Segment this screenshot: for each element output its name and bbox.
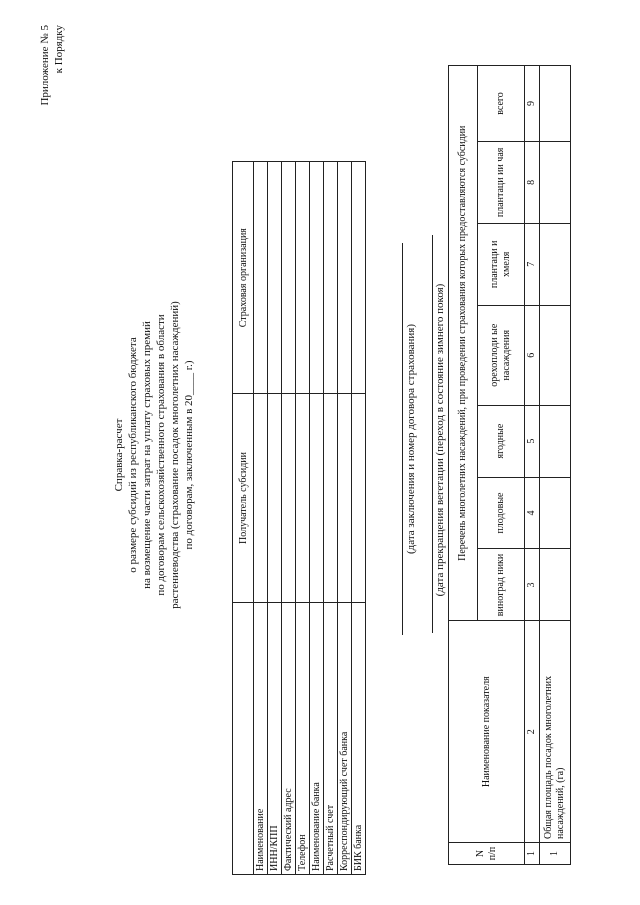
document-title: Справка-расчет bbox=[113, 418, 125, 492]
table-cell bbox=[540, 477, 571, 549]
header-line-4: растениеводства (страхование посадок многолетних насаждений) bbox=[169, 301, 181, 609]
column-number: 2 bbox=[525, 621, 540, 843]
requisite-label: Наименование bbox=[254, 602, 268, 874]
requisite-value bbox=[338, 162, 352, 394]
plantings-group-header: Перечень многолетних насаждений, при проведении страхования которых предоставляются субсидии bbox=[449, 66, 478, 621]
requisite-value bbox=[352, 394, 366, 602]
requisite-value bbox=[268, 394, 282, 602]
column-number: 8 bbox=[525, 141, 540, 223]
column-number: 1 bbox=[525, 843, 540, 865]
table-cell bbox=[540, 141, 571, 223]
column-number: 4 bbox=[525, 477, 540, 549]
requisite-value bbox=[254, 162, 268, 394]
col-header-hop: плантаци и хмеля bbox=[478, 223, 525, 305]
header-line-2: на возмещение части затрат на уплату страховых премий bbox=[141, 321, 153, 589]
appendix-line-1: Приложение № 5 bbox=[39, 25, 51, 106]
table-cell bbox=[540, 305, 571, 405]
requisites-table bbox=[232, 161, 366, 875]
requisite-value bbox=[268, 162, 282, 394]
requisite-value bbox=[310, 394, 324, 602]
requisite-value bbox=[310, 162, 324, 394]
col-header-berry: ягодные bbox=[478, 405, 525, 477]
appendix-line-2: к Порядку bbox=[53, 25, 65, 74]
header-line-1: о размере субсидий из республиканского бюджета bbox=[127, 337, 139, 573]
requisite-label: Корреспондирующий счет банка bbox=[338, 602, 352, 874]
column-number: 6 bbox=[525, 305, 540, 405]
vegetation-caption: (дата прекращения вегетации (переход в состояние зимнего покоя) bbox=[434, 283, 446, 597]
requisites-corner bbox=[233, 602, 254, 874]
column-number: 9 bbox=[525, 66, 540, 142]
header-line-3: по договорам сельскохозяйственного страхования в области bbox=[155, 314, 167, 596]
vegetation-line bbox=[432, 235, 433, 633]
row-number: 1 bbox=[540, 843, 571, 865]
col-header-tea: плантаци ии чая bbox=[478, 141, 525, 223]
requisite-value bbox=[338, 394, 352, 602]
insurer-header: Страховая организация bbox=[233, 162, 254, 394]
contract-caption: (дата заключения и номер договора страхования) bbox=[405, 324, 417, 554]
table-cell bbox=[540, 405, 571, 477]
requisite-label: Телефон bbox=[296, 602, 310, 874]
indicator-header: Наименование показателя bbox=[449, 621, 525, 843]
column-number: 5 bbox=[525, 405, 540, 477]
requisite-label: Наименование банка bbox=[310, 602, 324, 874]
table-cell bbox=[540, 223, 571, 305]
requisite-value bbox=[296, 162, 310, 394]
column-number: 3 bbox=[525, 549, 540, 621]
requisite-label: Расчетный счет bbox=[324, 602, 338, 874]
num-header: N п/п bbox=[449, 843, 525, 865]
table-cell bbox=[540, 549, 571, 621]
requisite-value bbox=[324, 162, 338, 394]
row-label-total-area: Общая площадь посадок многолетних насаждений, (га) bbox=[540, 621, 571, 843]
col-header-total: всего bbox=[478, 66, 525, 142]
requisite-label: ИНН/КПП bbox=[268, 602, 282, 874]
requisite-value bbox=[352, 162, 366, 394]
column-number: 7 bbox=[525, 223, 540, 305]
requisite-value bbox=[254, 394, 268, 602]
requisite-value bbox=[324, 394, 338, 602]
header-line-5: по договорам, заключенным в 20____ г.) bbox=[183, 360, 195, 550]
requisite-value bbox=[282, 162, 296, 394]
document-header bbox=[112, 175, 196, 735]
requisite-label: БИК банка bbox=[352, 602, 366, 874]
recipient-header: Получатель субсидии bbox=[233, 394, 254, 602]
contract-line bbox=[402, 243, 403, 635]
requisite-value bbox=[282, 394, 296, 602]
col-header-vineyards: виноград ники bbox=[478, 549, 525, 621]
main-table bbox=[448, 65, 571, 865]
table-cell bbox=[540, 66, 571, 142]
requisite-value bbox=[296, 394, 310, 602]
col-header-nut: орехоплоди ые насаждения bbox=[478, 305, 525, 405]
requisite-label: Фактический адрес bbox=[282, 602, 296, 874]
appendix-note bbox=[38, 25, 66, 135]
col-header-fruit: плодовые bbox=[478, 477, 525, 549]
